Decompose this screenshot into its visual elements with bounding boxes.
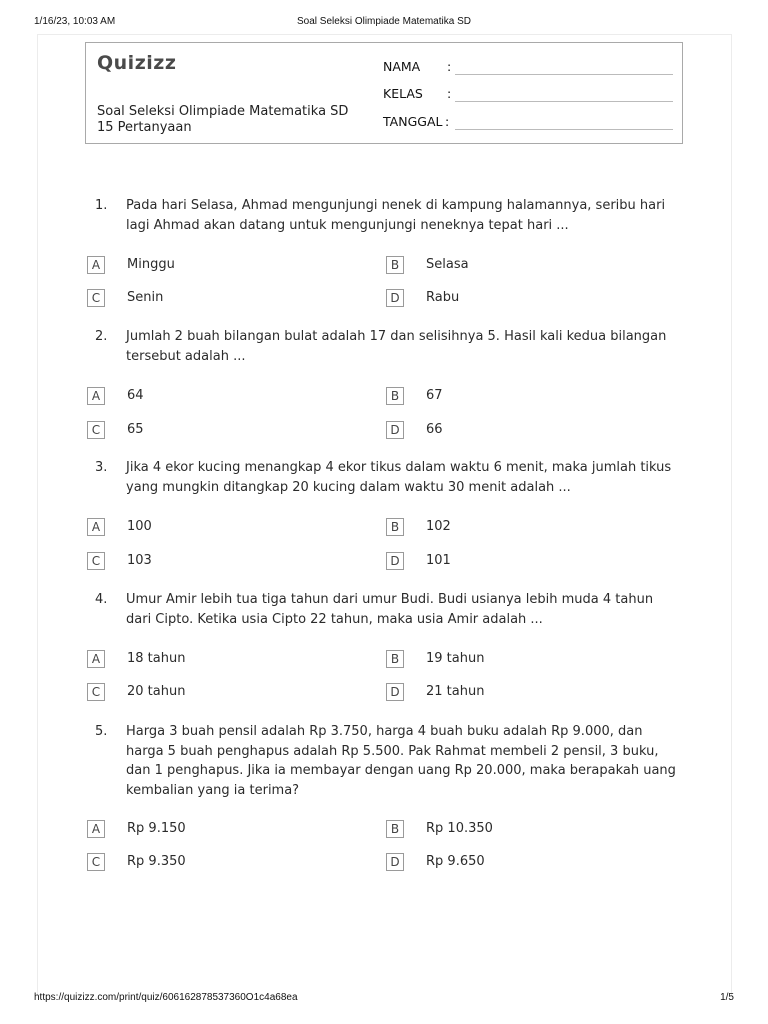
option-text: 20 tahun bbox=[127, 684, 186, 699]
option-letter-box: C bbox=[87, 552, 105, 570]
option-text: Rp 9.150 bbox=[127, 821, 186, 836]
option-letter-box: A bbox=[87, 256, 105, 274]
question-text: Harga 3 buah pensil adalah Rp 3.750, harga 4 buah buku adalah Rp 9.000, dan harga 5 buah penghapus adalah Rp 5.500. Pak Rahmat membeli 2 pensil, 3 buku, dan 1 penghapus. Jika ia membayar dengan uang Rp 20.000, maka berapakah uang kembalian yang ia terima? bbox=[126, 724, 676, 798]
option-letter-box: C bbox=[87, 683, 105, 701]
print-header bbox=[34, 12, 734, 28]
option-letter-box: D bbox=[386, 683, 404, 701]
option-text: 102 bbox=[426, 519, 451, 534]
option-letter-box: A bbox=[87, 820, 105, 838]
question-text: Umur Amir lebih tua tiga tahun dari umur Budi. Budi usianya lebih muda 4 tahun dari Cipto. Ketika usia Cipto 22 tahun, maka usia Amir adalah ... bbox=[126, 592, 654, 627]
option-text: 65 bbox=[127, 422, 144, 437]
option-text: 18 tahun bbox=[127, 651, 186, 666]
field-line bbox=[455, 74, 673, 75]
option-letter-box: D bbox=[386, 289, 404, 307]
field-colon: : bbox=[447, 59, 452, 74]
field-colon: : bbox=[447, 86, 452, 101]
question-number: 3. bbox=[95, 460, 108, 475]
option-letter-box: D bbox=[386, 552, 404, 570]
option-letter-box: B bbox=[386, 650, 404, 668]
field-label: NAMA bbox=[383, 59, 421, 74]
question-text: Jumlah 2 buah bilangan bulat adalah 17 dan selisihnya 5. Hasil kali kedua bilangan tersebut adalah ... bbox=[126, 329, 667, 364]
question-number: 5. bbox=[95, 724, 108, 739]
field-tanggal bbox=[383, 114, 673, 132]
option-text: Rp 10.350 bbox=[426, 821, 493, 836]
option-text: 103 bbox=[127, 553, 152, 568]
option-letter-box: B bbox=[386, 256, 404, 274]
option-text: Selasa bbox=[426, 257, 469, 272]
field-line bbox=[455, 129, 673, 130]
print-date: 1/16/23, 10:03 AM bbox=[34, 16, 116, 27]
page-number: 1/5 bbox=[720, 992, 734, 1003]
option-text: Rabu bbox=[426, 290, 460, 305]
option-text: 21 tahun bbox=[426, 684, 485, 699]
field-colon: : bbox=[445, 114, 450, 129]
question-number: 4. bbox=[95, 592, 108, 607]
quiz-title: Soal Seleksi Olimpiade Matematika SD bbox=[97, 104, 349, 119]
option-letter-box: B bbox=[386, 820, 404, 838]
question-text: Pada hari Selasa, Ahmad mengunjungi nenek di kampung halamannya, seribu hari lagi Ahmad akan datang untuk mengunjungi neneknya tepat hari ... bbox=[126, 198, 666, 233]
option-letter-box: B bbox=[386, 387, 404, 405]
option-text: 66 bbox=[426, 422, 443, 437]
print-doc-title: Soal Seleksi Olimpiade Matematika SD bbox=[297, 16, 471, 27]
option-letter-box: D bbox=[386, 421, 404, 439]
question-text: Jika 4 ekor kucing menangkap 4 ekor tikus dalam waktu 6 menit, maka jumlah tikus yang mungkin ditangkap 20 kucing dalam waktu 30 menit adalah ... bbox=[126, 460, 672, 495]
option-letter-box: C bbox=[87, 289, 105, 307]
field-nama bbox=[383, 59, 673, 77]
option-text: Rp 9.350 bbox=[127, 854, 186, 869]
option-letter-box: A bbox=[87, 650, 105, 668]
question-count: 15 Pertanyaan bbox=[97, 120, 192, 135]
question-number: 1. bbox=[95, 198, 108, 213]
option-text: Rp 9.650 bbox=[426, 854, 485, 869]
option-letter-box: C bbox=[87, 421, 105, 439]
field-label: TANGGAL bbox=[383, 114, 443, 129]
option-letter-box: B bbox=[386, 518, 404, 536]
option-text: 67 bbox=[426, 388, 443, 403]
option-letter-box: A bbox=[87, 387, 105, 405]
option-letter-box: C bbox=[87, 853, 105, 871]
option-text: Senin bbox=[127, 290, 164, 305]
field-kelas bbox=[383, 86, 673, 104]
option-letter-box: D bbox=[386, 853, 404, 871]
option-text: 64 bbox=[127, 388, 144, 403]
option-text: Minggu bbox=[127, 257, 175, 272]
quiz-info-box bbox=[85, 42, 683, 144]
option-letter-box: A bbox=[87, 518, 105, 536]
question-number: 2. bbox=[95, 329, 108, 344]
option-text: 101 bbox=[426, 553, 451, 568]
option-text: 100 bbox=[127, 519, 152, 534]
quizizz-logo: Quizizz bbox=[97, 52, 177, 74]
print-footer bbox=[34, 992, 734, 1006]
print-url: https://quizizz.com/print/quiz/606162878537360O1c4a68ea bbox=[34, 992, 298, 1003]
field-line bbox=[455, 101, 673, 102]
field-label: KELAS bbox=[383, 86, 423, 101]
option-text: 19 tahun bbox=[426, 651, 485, 666]
page-frame bbox=[37, 34, 732, 995]
